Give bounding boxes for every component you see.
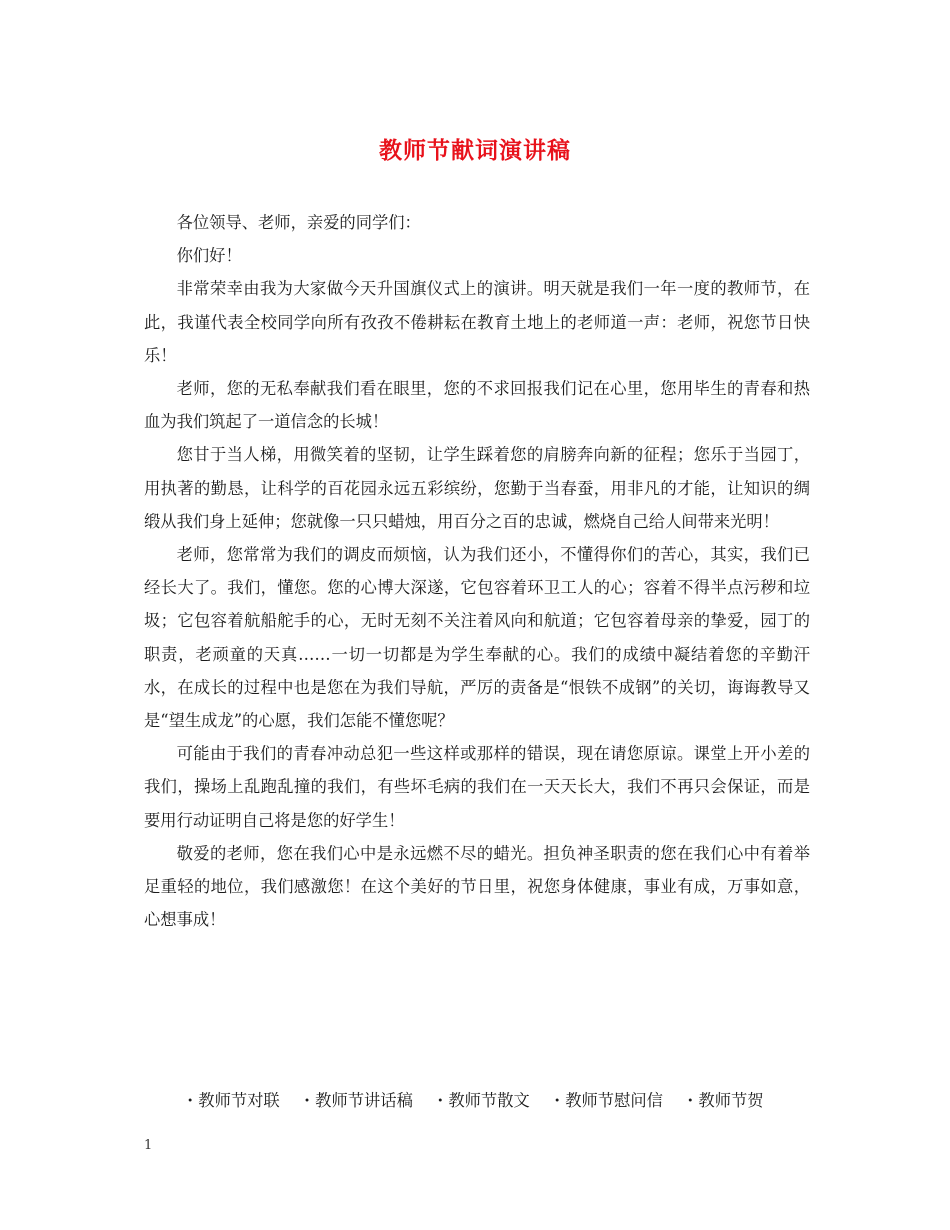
body-paragraph: 可能由于我们的青春冲动总犯一些这样或那样的错误，现在请您原谅。课堂上开小差的我们，操场上乱跑乱撞的我们，有些坏毛病的我们在一天天长大，我们不再只会保证，而是要用行动证明自己将是您的好学生！ <box>144 744 810 830</box>
greeting-paragraph: 各位领导、老师，亲爱的同学们： <box>176 213 421 232</box>
hello-paragraph: 你们好！ <box>176 246 242 266</box>
body-paragraph: 老师，您常常为我们的调皮而烦恼，认为我们还小，不懂得你们的苦心，其实，我们已经长大了。我们，懂您。您的心博大深遂，它包容着环卫工人的心；容着不得半点污秽和垃圾；它包容着航船舵手的心，无时无刻不关注着风向和航道；它包容着母亲的挚爱，园丁的职责，老顽童的天真……一切一切都是为学生奉献的心。我们的成绩中凝结着您的辛勤汗水，在成长的过程中也是您在为我们导航，严厉的责备是“恨铁不成钢”的关切，诲诲教导又是“望生成龙”的心愿，我们怎能不懂您呢？ <box>144 545 810 731</box>
body-paragraph: 您甘于当人梯，用微笑着的坚韧，让学生踩着您的肩膀奔向新的征程；您乐于当园丁，用执著的勤恳，让科学的百花园永远五彩缤纷，您勤于当春蚕，用非凡的才能，让知识的绸缎从我们身上延伸；您就像一只只蜡烛，用百分之百的忠诚，燃烧自己给人间带来光明！ <box>144 445 810 531</box>
body-paragraph: 老师，您的无私奉献我们看在眼里，您的不求回报我们记在心里，您用毕生的青春和热血为我们筑起了一道信念的长城！ <box>144 379 810 432</box>
related-link-letter[interactable]: ・教师节慰问信 <box>548 1091 663 1110</box>
page-number: 1 <box>144 1138 153 1153</box>
body-paragraph: 非常荣幸由我为大家做今天升国旗仪式上的演讲。明天就是我们一年一度的教师节，在此，我谨代表全校同学向所有孜孜不倦耕耘在教育土地上的老师道一声：老师，祝您节日快乐！ <box>144 279 810 365</box>
body-paragraph: 敬爱的老师，您在我们心中是永远燃不尽的蜡光。担负神圣职责的您在我们心中有着举足重轻的地位，我们感激您！在这个美好的节日里，祝您身体健康，事业有成，万事如意，心想事成！ <box>144 843 810 930</box>
document-body <box>144 206 810 936</box>
related-link-greetings[interactable]: ・教师节贺 <box>682 1091 764 1110</box>
related-link-prose[interactable]: ・教师节散文 <box>432 1091 530 1110</box>
document-title: 教师节献词演讲稿 <box>379 137 571 164</box>
related-links <box>182 1084 822 1117</box>
related-link-couplets[interactable]: ・教师节对联 <box>182 1091 280 1110</box>
related-link-speech[interactable]: ・教师节讲话稿 <box>298 1091 413 1110</box>
